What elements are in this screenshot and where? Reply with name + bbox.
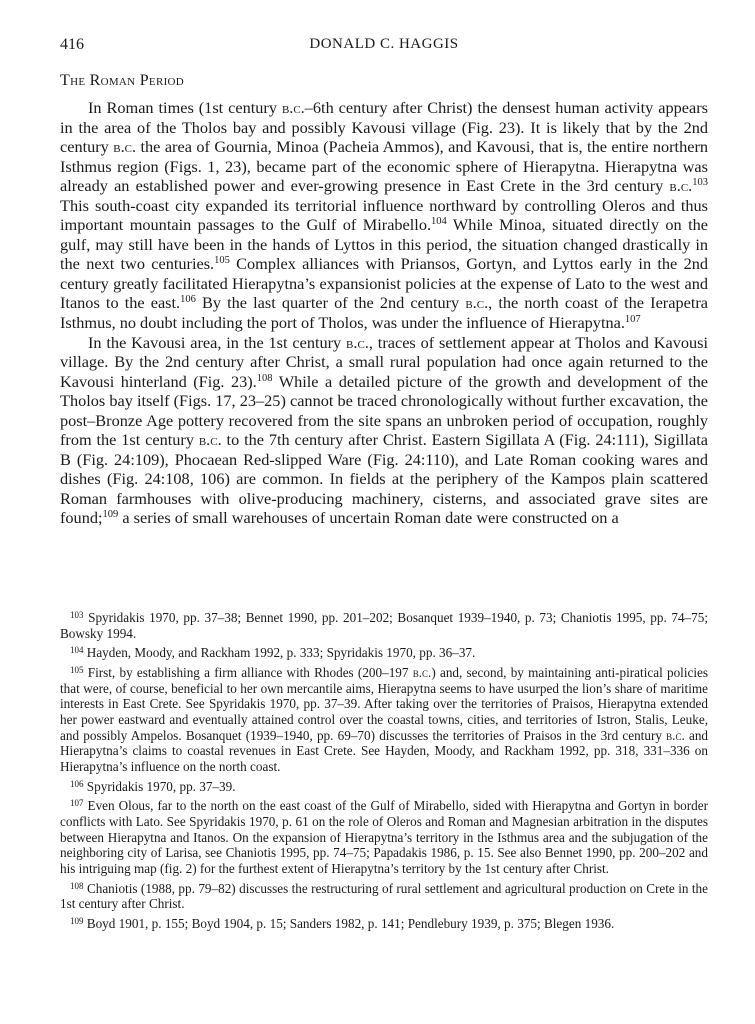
text-run: Even Olous, far to the north on the east coast of the Gulf of Mirabello, sided with Hierapytna and Gortyn in border conflicts with Lato. See Spyridakis 1970, p. 61 on the role of Oleros and Roman and Magnesian arbitration in the disputes between Hierapytna and Itanos. On the expansion of Hierapytna’s territory in the Isthmus area and the subjugation of the neighboring city of Larisa, see Chaniotis 1995, pp. 74–75; Papadakis 1986, p. 15. See also Bennet 1990, pp. 200–202 and his intriguing map (fig. 2) for the furthest extent of Hierapytna’s territory by the 1st century after Christ.: [60, 798, 709, 876]
text-run: –6th century after Christ) the densest human activity appears in the area of the Tholos bay and possibly Kavousi village (Fig. 23). It is likely that by the 2nd century: [60, 98, 708, 157]
footnote-number: 106: [70, 778, 84, 789]
text-run: and Hierapytna’s claims to coastal revenues in East Crete. See Hayden, Moody, and Rackham 1992, pp. 318, 331–336 on Hierapytna’s influence on the north coast.: [60, 727, 709, 774]
footnote-number: 104: [70, 645, 84, 656]
text-run: the area of Gournia, Minoa (Pacheia Ammos), and Kavousi, that is, the entire northern Isthmus region (Figs. 1, 23), became part of the economic sphere of Hierapytna. Hierapytna was already an established power and ever-growing presence in East Crete in the 3rd century: [60, 137, 709, 196]
era-abbrev: b.c.: [198, 430, 222, 450]
era-abbrev: b.c.: [346, 332, 369, 352]
era-abbrev: b.c.: [465, 293, 489, 313]
footnote: [60, 645, 708, 661]
era-abbrev: b.c.: [281, 98, 305, 117]
footnote-ref: 106: [180, 294, 196, 306]
text-run: ) and, second, by maintaining anti-piratical policies that were, of course, beneficial to her own mercantile aims, Hierapytna seems to have usurped the lion’s share of maritime interests in East Crete. See Spyridakis 1970, pp. 37–39. After taking over the territories of Praisos, Hierapytna extended her power eastward and eventually attained control over the coastal towns, cities, and territories of Istron, Stalis, Leuke, and possibly Ampelos. Bosanquet (1939–1940, pp. 69–70) discusses the territories of Praisos in the 3rd century: [60, 664, 708, 743]
footnote: [60, 916, 708, 932]
era-abbrev: b.c.: [113, 137, 137, 157]
text-run: This south-coast city expanded its territorial influence northward by controlling Oleros and thus important mountain passages to the Gulf of Mirabello.: [60, 195, 708, 235]
section-title: The Roman Period: [60, 72, 185, 89]
text-run: While a detailed picture of the growth and development of the Tholos bay itself (Figs. 17, 23–25) cannot be traced chronologically without further excavation, the post–Bronze Age pottery recovered from the site spans an unbroken period of occupation, roughly from the 1st century: [60, 371, 709, 450]
text-run: a series of small warehouses of uncertain Roman date were constructed on a: [118, 508, 619, 528]
text-run: , the north coast of the Ierapetra Isthmus, no doubt including the port of Tholos, was under the influence of Hierapytna.: [60, 293, 708, 333]
text-run: Hayden, Moody, and Rackham 1992, p. 333; Spyridakis 1970, pp. 36–37.: [86, 645, 476, 661]
footnote-ref: 107: [624, 314, 641, 326]
footnote-ref: 108: [256, 372, 273, 384]
era-abbrev: b.c.: [666, 727, 685, 743]
body-text: [60, 98, 708, 528]
footnote: [60, 665, 708, 775]
text-run: Spyridakis 1970, pp. 37–38; Bennet 1990, pp. 201–202; Bosanquet 1939–1940, p. 73; Chaniotis 1995, pp. 74–75; Bowsky 1994.: [60, 610, 709, 641]
text-run: By the last quarter of the 2nd century: [195, 293, 466, 313]
text-run: Chaniotis (1988, pp. 79–82) discusses the restructuring of rural settlement and agricultural production on Crete in the 1st century after Christ.: [60, 880, 709, 912]
text-run: , traces of settlement appear at Tholos and Kavousi village. By the 2nd century after Christ, a small rural population had once again returned to the Kavousi hinterland (Fig. 23).: [60, 332, 708, 391]
footnote-ref: 103: [692, 177, 708, 189]
paragraph: [60, 98, 708, 333]
footnote-number: 107: [70, 798, 84, 809]
text-run: In Roman times (1st century: [88, 98, 282, 117]
text-run: First, by establishing a firm alliance with Rhodes (200–197: [87, 664, 413, 680]
footnote: [60, 610, 708, 641]
footnote: [60, 881, 708, 912]
era-abbrev: b.c.: [669, 176, 693, 196]
footnote-ref: 109: [102, 509, 119, 521]
footnote: [60, 798, 708, 876]
footnote-ref: 105: [214, 255, 230, 267]
era-abbrev: b.c.: [412, 664, 432, 680]
footnote: [60, 779, 708, 795]
footnote-number: 103: [70, 610, 84, 620]
footnote-number: 109: [70, 915, 84, 926]
text-run: In the Kavousi area, in the 1st century: [88, 332, 347, 352]
footnote-ref: 104: [431, 216, 447, 228]
paragraph: [60, 333, 708, 528]
text-run: Complex alliances with Priansos, Gortyn, and Lyttos early in the 2nd century greatly facilitated Hierapytna’s expansionist policies at the expense of Lato to the west and Itanos to the east.: [60, 254, 709, 313]
footnotes: [60, 610, 708, 935]
page-number: 416: [60, 36, 84, 53]
text-run: Boyd 1901, p. 155; Boyd 1904, p. 15; Sanders 1982, p. 141; Pendlebury 1939, p. 375; Blegen 1936.: [86, 915, 615, 931]
running-head: DONALD C. HAGGIS: [309, 36, 459, 52]
footnote-number: 108: [70, 880, 84, 891]
footnote-number: 105: [70, 664, 84, 675]
page-header: [60, 36, 708, 60]
text-run: Spyridakis 1970, pp. 37–39.: [86, 778, 236, 794]
text-run: to the 7th century after Christ. Eastern Sigillata A (Fig. 24:111), Sigillata B (Fig. 24:109), Phocaean Red-slipped Ware (Fig. 24:110), and Late Roman cooking wares and dishes (Fig. 24:108, 106) are common. In fields at the periphery of the Kampos plain scattered Roman farmhouses with olive-producing machinery, cisterns, and associated grave sites are found;: [60, 430, 709, 528]
text-run: While Minoa, situated directly on the gulf, may still have been in the hands of Lyttos in this period, the situation changed drastically in the next two centuries.: [60, 215, 708, 274]
